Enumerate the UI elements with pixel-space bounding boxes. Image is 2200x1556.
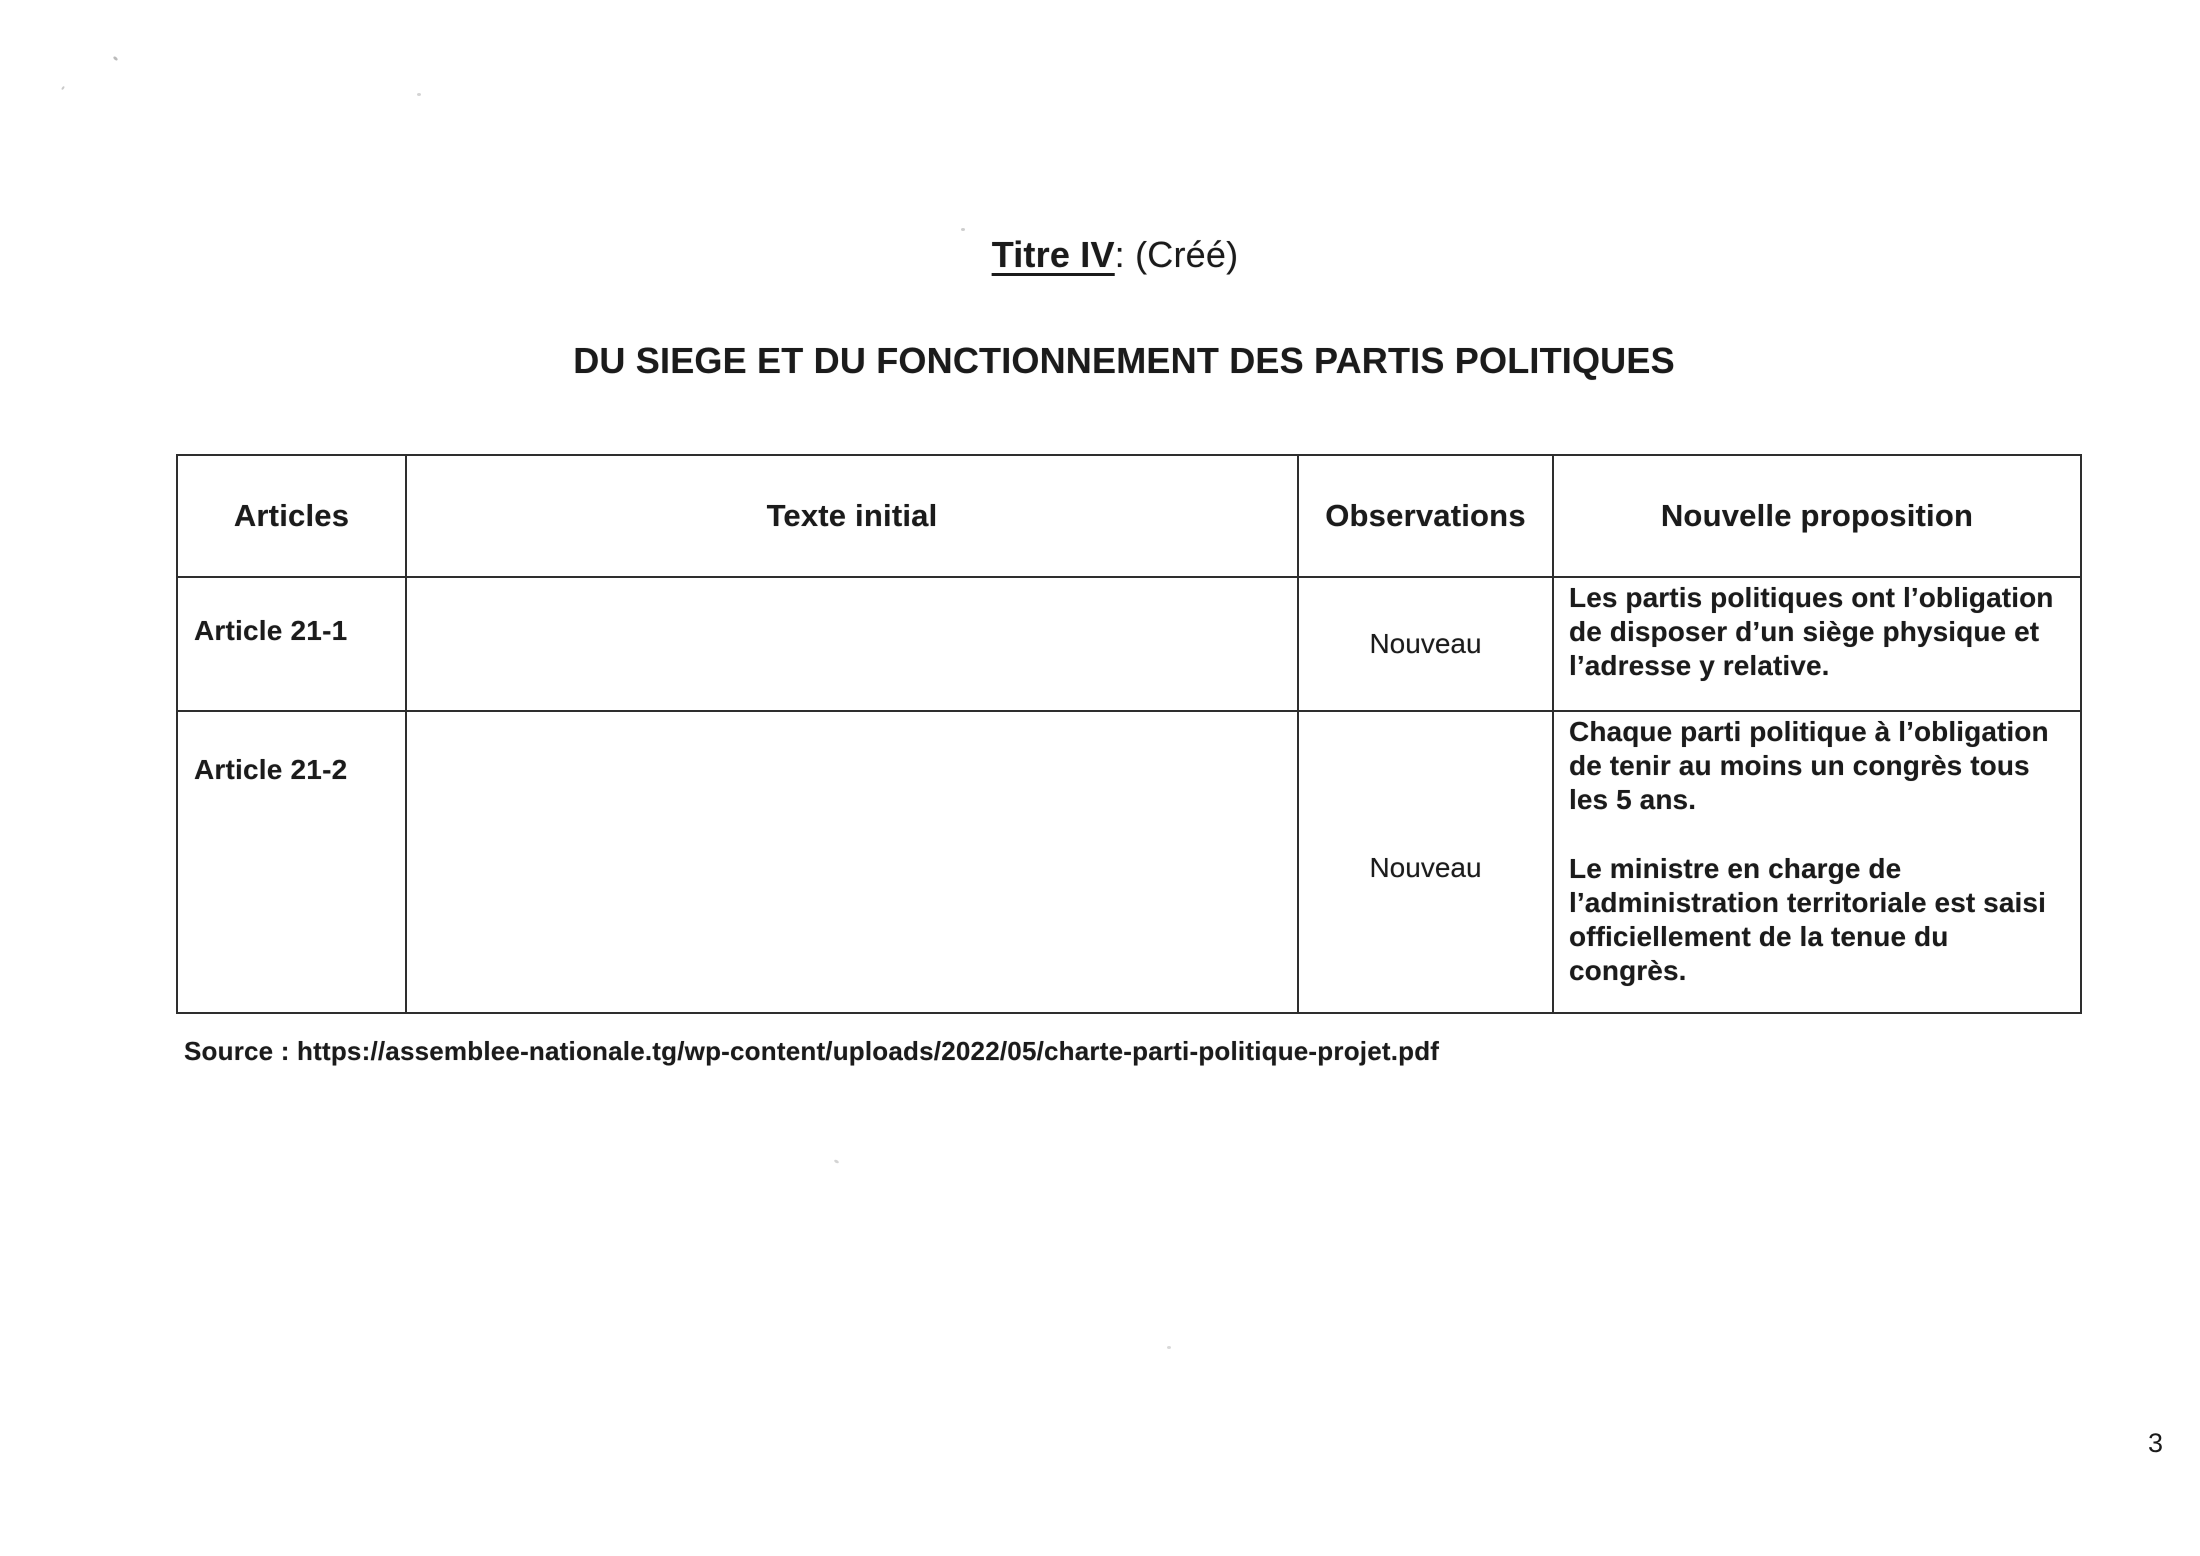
table-row — [177, 577, 2081, 711]
scan-speck — [417, 93, 421, 96]
header-texte-initial: Texte initial — [406, 455, 1298, 577]
scan-speck — [61, 86, 65, 90]
title-label: Titre IV — [991, 234, 1115, 275]
observations-cell: Nouveau — [1298, 711, 1553, 1013]
page-number: 3 — [2148, 1428, 2164, 1458]
texte-initial-cell — [406, 577, 1298, 711]
texte-initial-cell — [406, 711, 1298, 1013]
header-articles: Articles — [177, 455, 406, 577]
comparison-table — [176, 454, 2082, 1014]
proposition-paragraph: Chaque parti politique à l’obligation de tenir au moins un congrès tous les 5 ans. — [1569, 716, 2049, 815]
header-nouvelle-proposition: Nouvelle proposition — [1553, 455, 2081, 577]
page-title — [30, 234, 2200, 276]
scan-speck — [834, 1159, 840, 1164]
nouvelle-proposition-cell — [1553, 711, 2081, 1013]
scan-speck — [1167, 1346, 1171, 1349]
table-header-row — [177, 455, 2081, 577]
title-suffix: : (Créé) — [1114, 234, 1239, 275]
nouvelle-proposition-cell — [1553, 577, 2081, 711]
scan-speck — [961, 228, 965, 231]
scan-speck — [113, 56, 119, 62]
table-row — [177, 711, 2081, 1013]
section-heading: DU SIEGE ET DU FONCTIONNEMENT DES PARTIS POLITIQUES — [573, 340, 1675, 381]
proposition-paragraph: Les partis politiques ont l’obligation de disposer d’un siège physique et l’adresse y relative. — [1569, 582, 2054, 681]
proposition-paragraph: Le ministre en charge de l’administration territoriale est saisi officiellement de la tenue du congrès. — [1569, 853, 2046, 986]
header-observations: Observations — [1298, 455, 1553, 577]
source-line: Source : https://assemblee-nationale.tg/wp-content/uploads/2022/05/charte-parti-politique-projet.pdf — [184, 1036, 1440, 1066]
article-cell: Article 21-2 — [177, 711, 406, 1013]
article-cell: Article 21-1 — [177, 577, 406, 711]
observations-cell: Nouveau — [1298, 577, 1553, 711]
